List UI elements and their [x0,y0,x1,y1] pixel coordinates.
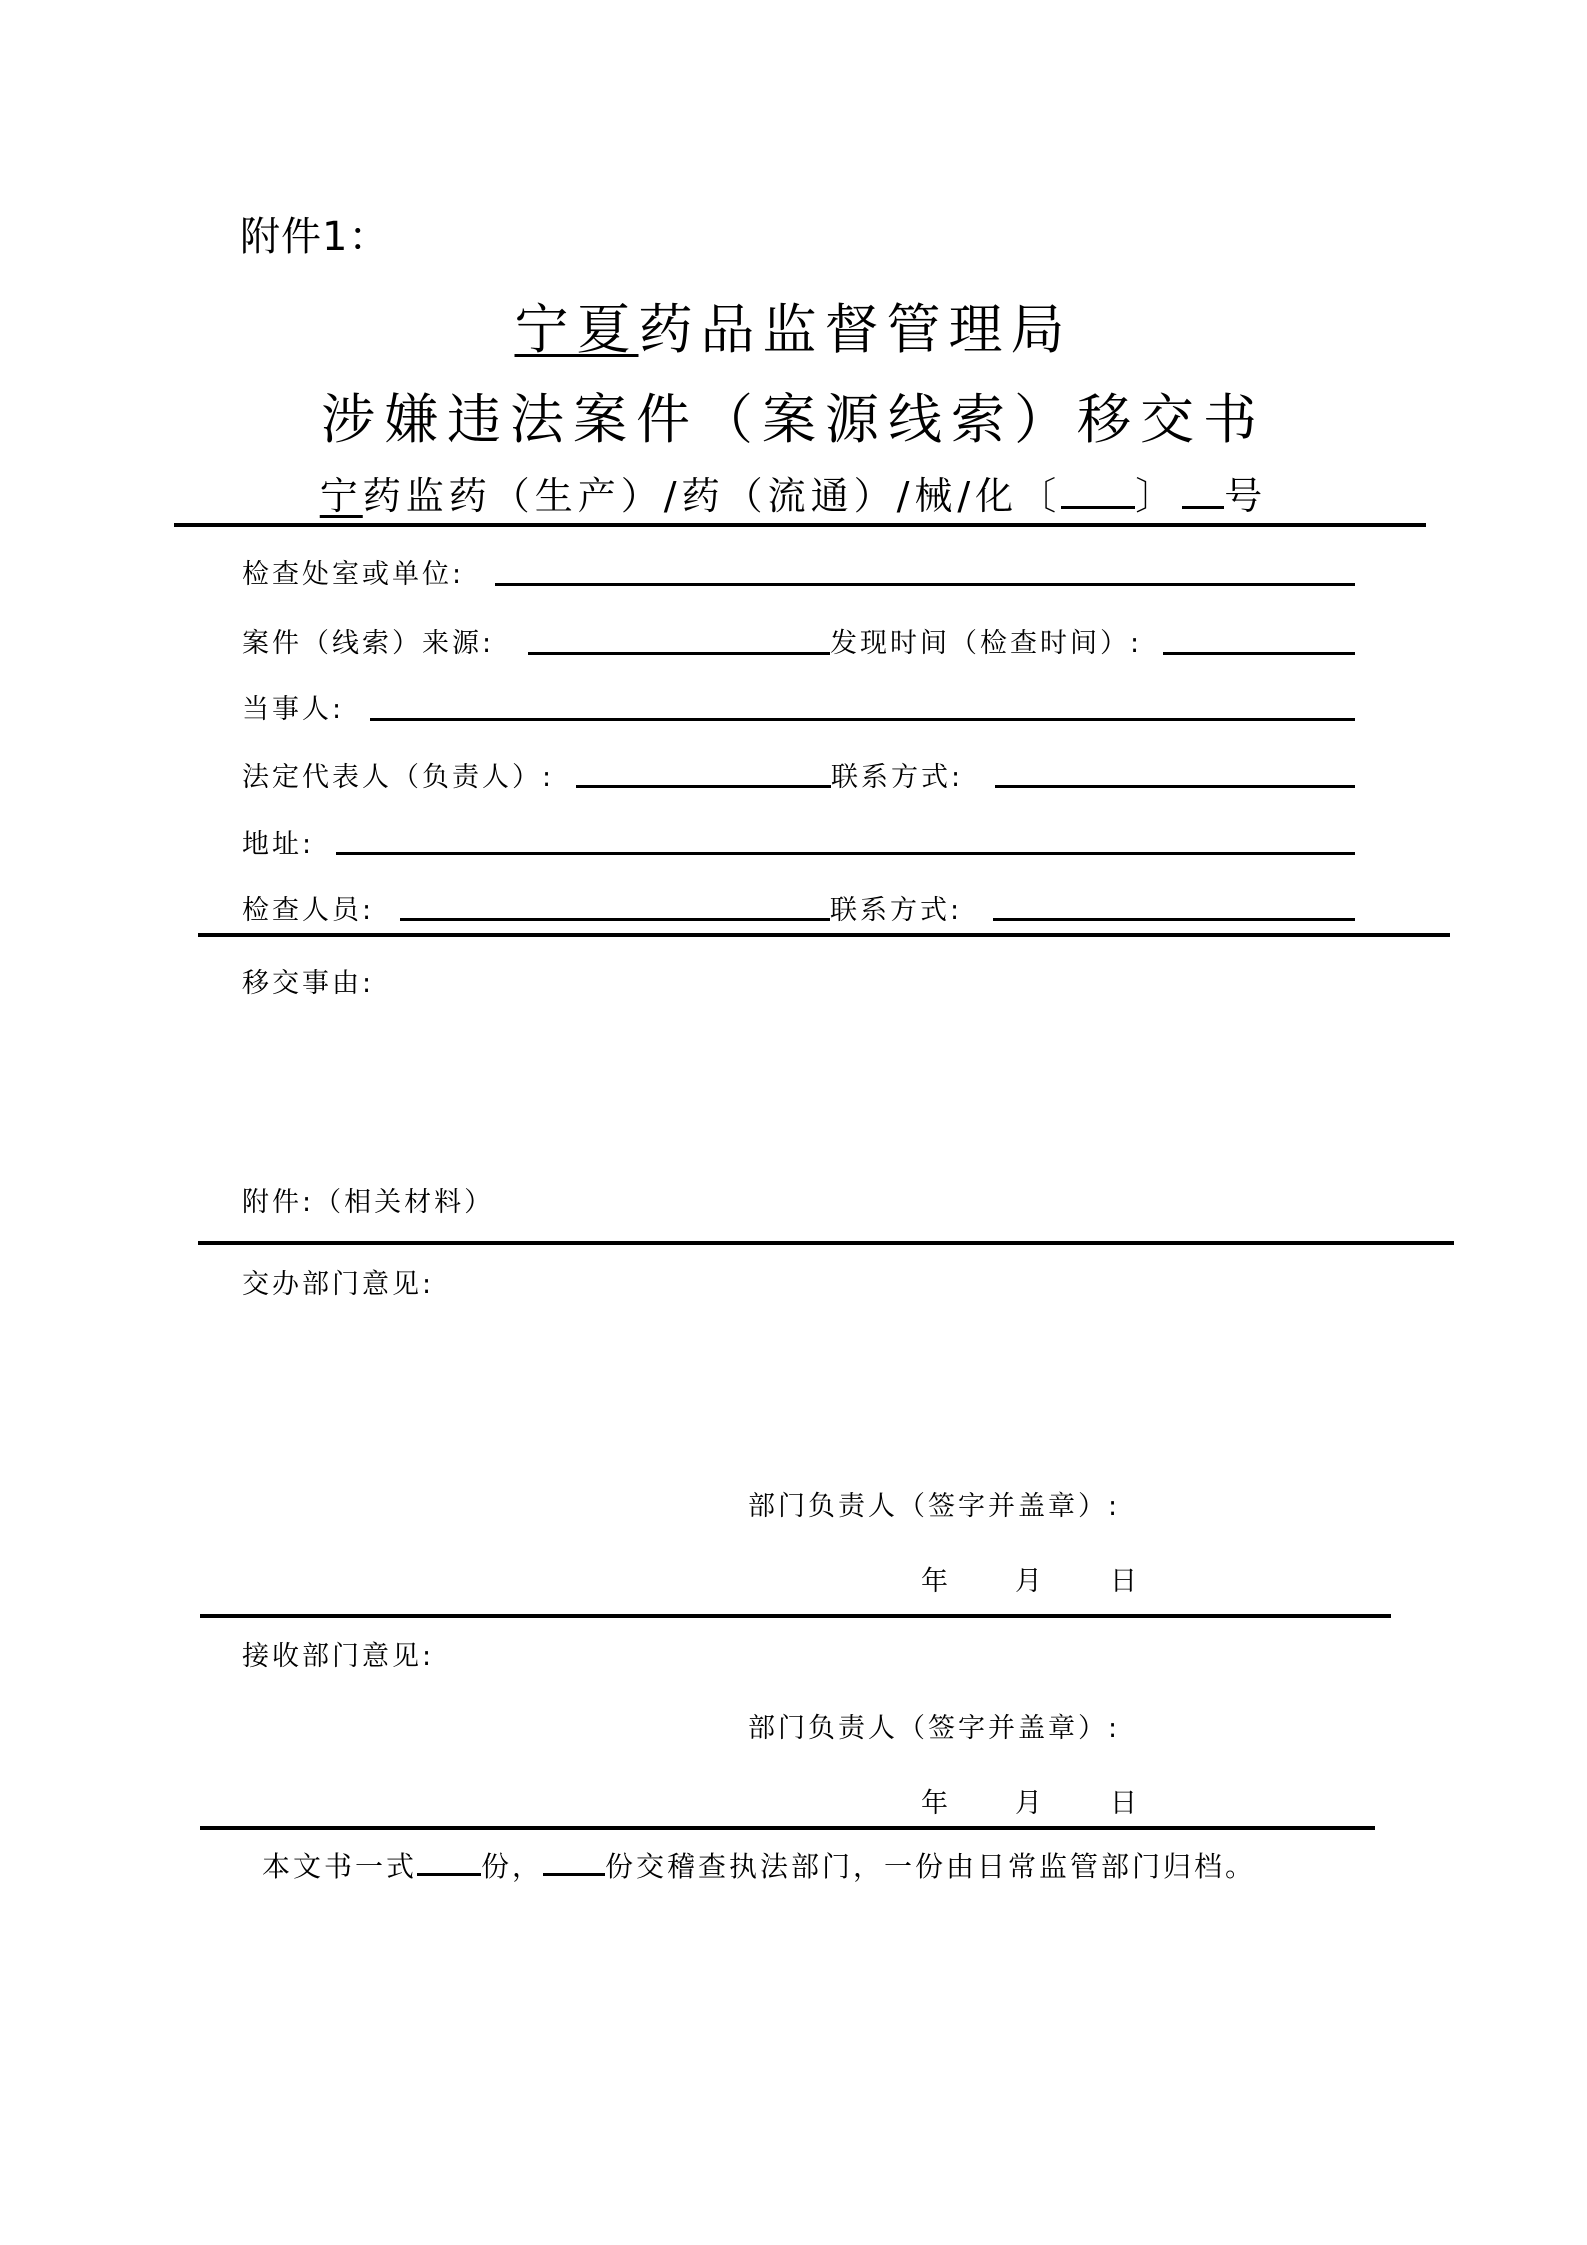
assigning-signer-label: 部门负责人（签字并盖章）: [748,1491,1121,1522]
agency-name: 药品监督管理局 [638,298,1073,361]
inspectors-label: 检查人员: [242,895,375,926]
address-label: 地址: [242,829,315,860]
open-bracket: 〔 [1018,474,1062,518]
doc-serial-field[interactable] [1182,476,1224,509]
legal-rep-contact-field[interactable] [995,785,1355,788]
inspection-unit-label: 检查处室或单位: [242,559,465,590]
document-title: 涉嫌违法案件（案源线索）移交书 [321,388,1266,451]
divider-header [174,523,1426,527]
doc-number-prefix: 药监药（生产）/药（流通）/械/化 [362,474,1019,518]
transfer-reason-label: 移交事由: [242,968,375,999]
inspectors-field[interactable] [400,918,830,921]
copies-note [262,1845,1256,1885]
address-field[interactable] [336,852,1355,855]
divider-receiving [200,1826,1375,1830]
receiving-date-year: 年 [921,1788,951,1819]
divider-fields [198,933,1450,937]
case-source-field[interactable] [528,652,830,655]
close-bracket: 〕 [1135,474,1179,518]
inspectors-contact-label: 联系方式: [830,895,963,926]
case-source-label: 案件（线索）来源: [242,628,495,659]
divider-attachments [198,1241,1454,1245]
legal-rep-field[interactable] [576,785,831,788]
receiving-date-day: 日 [1110,1788,1140,1819]
discovery-time-label: 发现时间（检查时间）: [830,628,1143,659]
doc-number-suffix: 号 [1224,474,1268,518]
party-label: 当事人: [242,694,345,725]
assigning-date-year: 年 [921,1566,951,1597]
party-field[interactable] [370,718,1355,721]
receiving-signer-label: 部门负责人（签字并盖章）: [748,1713,1121,1744]
attachment-label: 附件1： [240,214,390,260]
transfer-reason-area[interactable] [242,1005,1352,1175]
copies-note-part3: 份交稽查执法部门，一份由日常监管部门归档。 [605,1850,1257,1883]
copies-total-field[interactable] [417,1849,481,1876]
assigning-date-month: 月 [1015,1566,1045,1597]
doc-number-prefix-region: 宁 [319,474,363,518]
assigning-dept-label: 交办部门意见: [242,1269,435,1300]
discovery-time-field[interactable] [1163,652,1355,655]
receiving-dept-label: 接收部门意见: [242,1641,435,1672]
copies-note-part1: 本文书一式 [262,1850,418,1883]
agency-region: 宁夏 [514,298,639,361]
inspection-unit-field[interactable] [495,583,1355,586]
assigning-date-day: 日 [1110,1566,1140,1597]
attachments-label: 附件:（相关材料） [242,1187,495,1218]
doc-year-field[interactable] [1061,476,1135,509]
copies-note-part2: 份， [481,1850,544,1883]
inspectors-contact-field[interactable] [993,918,1355,921]
legal-rep-contact-label: 联系方式: [831,762,964,793]
copies-enforcement-field[interactable] [543,1849,605,1876]
document-number [0,465,1587,520]
receiving-date-month: 月 [1015,1788,1045,1819]
agency-title [0,287,1587,364]
legal-rep-label: 法定代表人（负责人）: [242,762,555,793]
divider-assigning [200,1614,1391,1618]
